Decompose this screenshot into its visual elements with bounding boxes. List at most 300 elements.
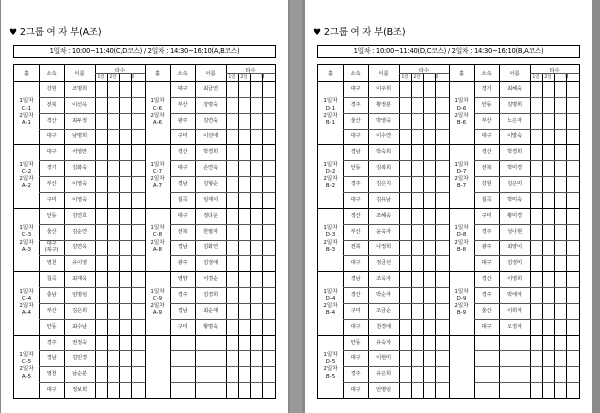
tee-label-line: 1일차 [454, 288, 469, 295]
player-name: 박순자 [376, 291, 391, 298]
team-cell [474, 181, 499, 187]
team-cell [170, 244, 195, 250]
team-line: 경산 [177, 149, 188, 156]
team-line: 경주 [46, 339, 57, 346]
tee-group-label [14, 162, 39, 191]
page-group-b [305, 0, 592, 413]
team-cell [170, 86, 195, 92]
tee-label-line: 1일차 [323, 288, 338, 295]
team-line: 경남 [177, 244, 188, 251]
row-line [343, 176, 449, 177]
tee-label-line: C-5 [21, 359, 32, 366]
player-name: 박미숙 [507, 196, 522, 203]
header-bottom-line [14, 81, 145, 82]
row-line [474, 319, 579, 320]
tee-label-line: 2일차 [150, 112, 165, 119]
header-score: 타수 [245, 68, 256, 74]
tee-label-line: D-7 [456, 168, 467, 175]
team-cell [474, 260, 499, 266]
player-name: 최수남 [72, 323, 87, 330]
tee-label-line: 2일차 [19, 239, 34, 246]
row-line [343, 113, 449, 114]
row-line [343, 303, 449, 304]
tee-group-label [145, 98, 170, 127]
team-cell [474, 292, 499, 298]
heart-icon: ♥ [9, 28, 17, 38]
player-name: 정금선 [376, 260, 391, 267]
team-line: 대구 [350, 323, 361, 330]
group-line [14, 271, 145, 272]
row-line [170, 113, 275, 114]
team-cell [170, 118, 195, 124]
player-name: 이현미 [376, 355, 391, 362]
team-cell [170, 197, 195, 203]
player-name: 이희자 [507, 307, 522, 314]
header-bottom-line [449, 81, 579, 82]
tee-label-line: 1일차 [323, 98, 338, 105]
row-line [474, 192, 579, 193]
tee-label-line: 1일차 [150, 288, 165, 295]
tee-group-label [318, 352, 343, 381]
column-divider [131, 73, 132, 398]
tee-group-label [449, 289, 474, 318]
tee-group-label [318, 289, 343, 318]
team-cell [39, 213, 64, 219]
team-line: 영양 [177, 276, 188, 283]
tee-label-line: 1일차 [454, 98, 469, 105]
header-bottom-line [145, 81, 275, 82]
player-name: 이영숙 [72, 196, 87, 203]
group-line [14, 144, 145, 145]
row-line [343, 97, 449, 98]
team-cell [343, 308, 368, 314]
row-line [170, 224, 275, 225]
group-line [145, 271, 275, 272]
column-divider [262, 73, 263, 398]
player-name: 권정숙 [72, 339, 87, 346]
player-name: 김화숙 [72, 165, 87, 172]
row-line [170, 240, 275, 241]
player-name: 성나현 [507, 228, 522, 235]
group-line [449, 208, 579, 209]
team-line: 부산 [46, 181, 57, 188]
player-name: 이말숙 [507, 133, 522, 140]
tee-label-line: A-9 [152, 310, 163, 317]
team-cell [170, 260, 195, 266]
team-line: 경주 [350, 101, 361, 108]
tee-label-line: B-7 [456, 183, 467, 190]
team-line: 경산 [350, 212, 361, 219]
player-name: 최혜숙 [507, 85, 522, 92]
player-name: 노은자 [507, 117, 522, 124]
tee-label-line: C-1 [21, 105, 32, 112]
tee-label-line: C-7 [152, 168, 163, 175]
header-subline [226, 73, 275, 74]
team-cell [39, 181, 64, 187]
player-name: 최두정 [72, 117, 87, 124]
row-line [474, 113, 579, 114]
header-name: 이름 [205, 71, 216, 77]
team-cell [474, 149, 499, 155]
column-divider [238, 73, 239, 398]
team-cell [343, 276, 368, 282]
header-day: 계 [260, 75, 265, 80]
row-line [39, 319, 145, 320]
team-line: 울산 [46, 228, 57, 235]
tee-group-label [14, 289, 39, 318]
team-cell [474, 133, 499, 139]
player-name: 김정미 [507, 260, 522, 267]
tee-label-line: D-8 [456, 232, 467, 239]
team-line: 경주 [481, 228, 492, 235]
player-name: 박애자 [507, 291, 522, 298]
group-line [318, 208, 449, 209]
tee-label-line: 2일차 [150, 176, 165, 183]
team-cell [39, 292, 64, 298]
header-name: 이름 [378, 71, 389, 77]
row-line [170, 176, 275, 177]
team-cell [170, 165, 195, 171]
team-cell [343, 340, 368, 346]
header-subline [399, 73, 449, 74]
half-divider [449, 65, 450, 398]
team-cell [39, 276, 64, 282]
row-line [39, 160, 145, 161]
row-line [474, 240, 579, 241]
player-name: 최순재 [203, 307, 218, 314]
player-name: 이수연 [376, 133, 391, 140]
tee-label-line: 1일차 [150, 225, 165, 232]
row-line [170, 287, 275, 288]
header-day: 2일 [109, 75, 117, 80]
player-name: 조혜숙 [376, 212, 391, 219]
tee-group-label [318, 162, 343, 191]
player-name: 유숙자 [376, 339, 391, 346]
team-cell [343, 118, 368, 124]
row-line [39, 366, 145, 367]
team-cell [474, 229, 499, 235]
tee-label-line: B-6 [456, 119, 467, 126]
tee-label-line: C-2 [21, 168, 32, 175]
row-line [343, 366, 449, 367]
tee-label-line: 1일차 [323, 351, 338, 358]
team-line: 경산 [46, 117, 57, 124]
team-cell [39, 197, 64, 203]
team-cell [170, 181, 195, 187]
player-name: 황정분 [376, 101, 391, 108]
team-line: 대구 [46, 387, 57, 394]
tee-label-line: 1일차 [19, 288, 34, 295]
tee-label-line: C-9 [152, 295, 163, 302]
header-team: 소속 [177, 71, 188, 77]
team-cell [474, 213, 499, 219]
row-line [474, 160, 579, 161]
team-line: 광주 [177, 117, 188, 124]
tee-group-label [318, 225, 343, 254]
team-cell [170, 308, 195, 314]
team-line: 경주 [350, 181, 361, 188]
tee-label-line: B-5 [325, 373, 336, 380]
player-name: 나정희 [376, 244, 391, 251]
row-line [474, 303, 579, 304]
team-line: 전북 [350, 244, 361, 251]
player-name: 박숙희 [376, 149, 391, 156]
header-score: 타수 [418, 68, 430, 74]
team-line: 강원 [481, 181, 492, 188]
tee-label-line: 1일차 [454, 225, 469, 232]
player-name: 김연호 [72, 212, 87, 219]
team-line: 대구 [350, 387, 361, 394]
group-line [449, 335, 579, 336]
row-line [343, 382, 449, 383]
team-cell [343, 165, 368, 171]
player-name: 김복희 [376, 165, 391, 172]
page-group-a [1, 0, 288, 413]
row-line [39, 224, 145, 225]
tee-label-line: 1일차 [19, 225, 34, 232]
team-line: 칠곡 [46, 276, 57, 283]
row-line [474, 176, 579, 177]
team-cell [39, 324, 64, 330]
tee-label-line: A-3 [21, 246, 32, 253]
header-day: 1일 [532, 75, 540, 80]
tee-label-line: 1일차 [150, 161, 165, 168]
column-divider [542, 73, 543, 398]
tee-label-line: B-1 [325, 119, 336, 126]
header-day: 2일 [413, 75, 421, 80]
tee-label-line: D-4 [325, 295, 336, 302]
tee-label-line: B-4 [325, 310, 336, 317]
team-line: 대구 [481, 133, 492, 140]
tee-label-line: D-5 [325, 359, 336, 366]
player-name: 김명희 [507, 101, 522, 108]
tee-label-line: 1일차 [454, 161, 469, 168]
team-line: 대구 [177, 85, 188, 92]
player-name: 김은지 [376, 181, 391, 188]
team-cell [39, 387, 64, 393]
row-line [343, 255, 449, 256]
team-cell [39, 355, 64, 361]
team-cell [343, 355, 368, 361]
team-line: 대구 [46, 149, 57, 156]
team-cell [39, 102, 64, 108]
page-title: ♥ 2그룹 여 자 부(A조) [9, 27, 102, 38]
tee-group-label [145, 289, 170, 318]
row-line [39, 350, 145, 351]
player-name: 윤옥자 [376, 228, 391, 235]
team-line: 경남 [177, 181, 188, 188]
player-name: 유이영 [72, 260, 87, 267]
player-name: 조명희 [72, 85, 87, 92]
team-line: 구미 [46, 196, 57, 203]
tee-label-line: 2일차 [323, 112, 338, 119]
player-name: 조금순 [376, 307, 391, 314]
team-cell [343, 324, 368, 330]
player-name: 남명희 [72, 133, 87, 140]
half-divider [145, 65, 146, 398]
tee-label-line: 1일차 [19, 161, 34, 168]
row-line [474, 97, 579, 98]
team-line: 경남 [350, 276, 361, 283]
team-cell [474, 118, 499, 124]
tee-label-line: A-5 [21, 373, 32, 380]
player-name: 정보희 [72, 387, 87, 394]
tee-group-label [318, 98, 343, 127]
row-line [170, 319, 275, 320]
group-line [318, 335, 449, 336]
header-hole: 홀 [327, 71, 334, 77]
team-line: 울산 [350, 117, 361, 124]
team-cell [170, 149, 195, 155]
team-cell [39, 340, 64, 346]
player-name: 오정자 [507, 323, 522, 330]
tee-label-line: 2일차 [323, 176, 338, 183]
team-cell [474, 276, 499, 282]
team-line: 영천 [46, 260, 57, 267]
team-cell [39, 260, 64, 266]
row-line [39, 192, 145, 193]
tee-group-label [145, 225, 170, 254]
player-name: 김유남 [376, 196, 391, 203]
row-line [39, 97, 145, 98]
tee-label-line: B-8 [456, 246, 467, 253]
column-divider [554, 73, 555, 398]
row-line [170, 303, 275, 304]
tee-label-line: 2일차 [150, 302, 165, 309]
player-name: 김정애 [203, 260, 218, 267]
header-bottom-line [318, 81, 449, 82]
tee-label-line: 2일차 [454, 112, 469, 119]
player-name: 김형순 [203, 181, 218, 188]
row-line [39, 255, 145, 256]
team-line: 칠곡 [481, 196, 492, 203]
tee-label-line: 2일차 [454, 302, 469, 309]
team-cell [474, 197, 499, 203]
team-line: 대구 [481, 260, 492, 267]
column-divider [411, 73, 412, 398]
row-line [343, 129, 449, 130]
header-score: 타수 [114, 68, 126, 74]
tee-group-label [449, 225, 474, 254]
team-cell [170, 213, 195, 219]
column-divider [107, 73, 108, 398]
row-line [170, 382, 275, 383]
team-cell [39, 86, 64, 92]
tee-label-line: A-2 [21, 183, 32, 190]
column-divider [423, 73, 424, 398]
row-line [474, 224, 579, 225]
tee-label-line: A-1 [21, 119, 32, 126]
tee-label-line: B-9 [456, 310, 467, 317]
header-day: 계 [433, 75, 439, 80]
team-line: 대구 [177, 165, 188, 172]
team-line: 강원 [46, 85, 57, 92]
tee-label-line: 1일차 [150, 98, 165, 105]
player-name: 박영숙 [376, 117, 391, 124]
player-name: 박경희 [203, 149, 218, 156]
team-line: 구미 [350, 307, 361, 314]
tee-label-line: 2일차 [454, 176, 469, 183]
tee-label-line: A-8 [152, 246, 163, 253]
player-name: 한필자 [203, 228, 218, 235]
team-cell [343, 86, 368, 92]
team-cell [343, 292, 368, 298]
row-line [170, 366, 275, 367]
team-line: 구미 [177, 323, 188, 330]
column-divider [119, 73, 120, 398]
tee-label-line: 2일차 [454, 239, 469, 246]
tee-group-label [449, 98, 474, 127]
player-name: 박미경 [507, 165, 522, 172]
team-line: 경남 [350, 149, 361, 156]
team-cell [170, 324, 195, 330]
header-team: 소속 [46, 71, 57, 77]
row-line [474, 350, 579, 351]
tee-label-line: D-3 [325, 232, 336, 239]
tee-label-line: B-3 [325, 246, 336, 253]
player-name: 이주희 [376, 85, 391, 92]
player-name: 임재서 [203, 196, 218, 203]
group-line [145, 335, 275, 336]
team-line: 경주 [350, 371, 361, 378]
player-name: 이영숙 [72, 181, 87, 188]
tee-label-line: B-2 [325, 183, 336, 190]
group-line [14, 335, 145, 336]
column-divider [566, 73, 567, 398]
header-name: 이름 [509, 71, 520, 77]
tee-label-line: 2일차 [19, 176, 34, 183]
team-cell [474, 324, 499, 330]
team-line: 대구 [350, 260, 361, 267]
player-name: 이영희 [507, 276, 522, 283]
group-line [318, 271, 449, 272]
tee-label-line: D-9 [456, 295, 467, 302]
team-line: 구미 [177, 133, 188, 140]
tee-label-line: A-7 [152, 183, 163, 190]
group-line [14, 208, 145, 209]
player-name: 정다운 [203, 212, 218, 219]
row-line [474, 366, 579, 367]
team-line: 대구 [481, 323, 492, 330]
column-divider [435, 73, 436, 398]
team-line: 광주 [481, 244, 492, 251]
player-name: 황미경 [507, 212, 522, 219]
team-line: 경산 [481, 149, 492, 156]
player-name: 서경순 [203, 276, 218, 283]
team-line: 대구 [46, 241, 57, 248]
row-line [343, 319, 449, 320]
tee-group-label [145, 162, 170, 191]
row-line [170, 192, 275, 193]
schedule-box: 1일차 : 10:00~11:40(C,D코스) / 2일차 : 14:30~16:10(A,B코스) [13, 45, 276, 58]
tee-label-line: A-6 [152, 119, 163, 126]
player-name: 황명숙 [203, 323, 218, 330]
team-cell [343, 197, 368, 203]
tee-label-line: 2일차 [323, 302, 338, 309]
team-cell [343, 229, 368, 235]
team-cell [343, 244, 368, 250]
tee-label-line: C-8 [152, 232, 163, 239]
team-cell [39, 133, 64, 139]
header-day: 2일 [240, 75, 248, 80]
tee-label-line: 2일차 [19, 302, 34, 309]
team-line: 전북 [481, 165, 492, 172]
player-name: 강명숙 [203, 101, 218, 108]
team-line: 부산 [177, 101, 188, 108]
team-cell [343, 133, 368, 139]
tee-label-line: 2일차 [150, 239, 165, 246]
row-line [474, 129, 579, 130]
